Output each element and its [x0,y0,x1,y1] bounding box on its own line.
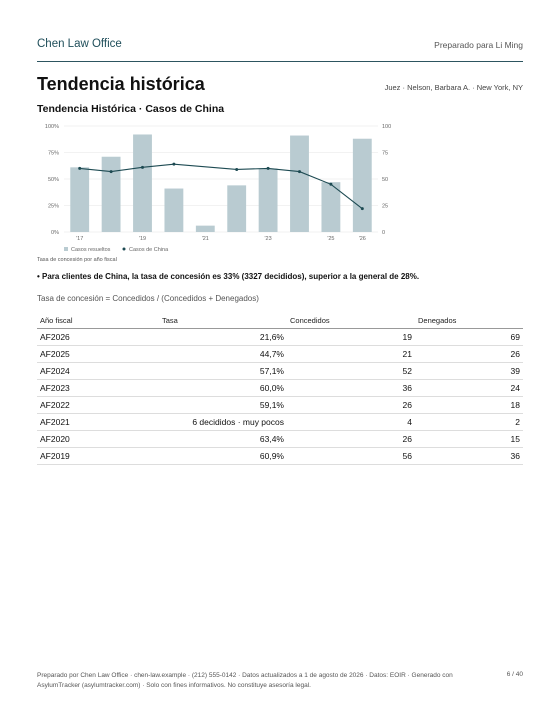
cell-rate: 21,6% [159,329,287,346]
y-right-tick-label: 100 [382,124,392,130]
brand-name: Chen Law Office [37,38,122,50]
table-row [37,397,523,414]
table-row [37,380,523,397]
cell-denied: 39 [415,363,523,380]
col-denied: Denegados [415,312,523,329]
bar [353,139,372,232]
line-point [235,168,238,171]
page-number: 6 / 40 [506,671,523,678]
y-right-tick-label: 50 [382,177,389,183]
cell-granted: 56 [287,448,415,465]
report-header [37,34,523,62]
x-tick-label: '17 [76,236,84,242]
chart-title: Tendencia Histórica · Casos de China [37,103,225,115]
footer-text: Preparado por Chen Law Office · chen-law.example · (212) 555-0142 · Datos actualizados a 1 de agosto de 2026 · Datos: EOIR · Generado con AsylumTracker (asylumtracker.com) · Solo con fines informativos. No constituye asesoría legal. [37,672,453,689]
chart-note: Tasa de concesión por año fiscal [37,257,117,263]
table-header-row [37,312,523,329]
line-point [78,167,81,170]
table-row [37,346,523,363]
y-left-tick-label: 50% [47,177,59,183]
bar [164,189,183,232]
y-right-tick-label: 25 [382,203,389,210]
bar [227,185,246,232]
line-point [141,166,144,169]
legend-label-resueltos: Casos resueltos [71,247,111,253]
line-point [172,163,175,166]
cell-fiscal-year: AF2026 [37,329,159,346]
cell-granted: 21 [287,346,415,363]
legend-swatch-bar [64,247,68,251]
cell-denied: 26 [415,346,523,363]
cell-fiscal-year: AF2019 [37,448,159,465]
line-point [298,170,301,173]
cell-denied: 2 [415,414,523,431]
trend-chart [28,118,408,258]
bar [196,226,215,232]
table-row [37,414,523,431]
y-left-tick-label: 0% [51,230,59,236]
col-granted: Concedidos [287,312,415,329]
table-row [37,448,523,465]
y-right-tick-label: 0 [382,230,386,236]
cell-granted: 26 [287,397,415,414]
table-row [37,329,523,346]
y-left-tick-label: 100% [44,124,59,130]
x-tick-label: '23 [264,236,272,242]
cell-rate: 59,1% [159,397,287,414]
cell-granted: 26 [287,431,415,448]
legend-swatch-line [123,248,126,251]
col-fiscal-year: Año fiscal [37,312,159,329]
bar [290,136,309,232]
yearly-table [37,312,523,465]
y-left-tick-label: 25% [47,203,59,210]
legend-label-china: Casos de China [129,247,169,253]
cell-denied: 24 [415,380,523,397]
page-title: Tendencia histórica [37,74,205,94]
series-line-casos-de-china [80,164,363,209]
cell-denied: 36 [415,448,523,465]
cell-rate: 57,1% [159,363,287,380]
table-row [37,363,523,380]
line-point [329,183,332,186]
cell-granted: 52 [287,363,415,380]
x-tick-label: '19 [138,236,147,242]
cell-fiscal-year: AF2024 [37,363,159,380]
bar [70,167,89,232]
table-row [37,431,523,448]
cell-rate: 6 decididos · muy pocos [159,414,287,431]
cell-rate: 44,7% [159,346,287,363]
cell-granted: 19 [287,329,415,346]
x-tick-label: '26 [358,236,366,242]
cell-rate: 60,0% [159,380,287,397]
formula-text: Tasa de concesión = Concedidos / (Concedidos + Denegados) [37,294,259,303]
line-point [361,207,364,210]
x-tick-label: '25 [327,236,335,242]
cell-rate: 60,9% [159,448,287,465]
highlight-text: • Para clientes de China, la tasa de concesión es 33% (3327 decididos), superior a la general de 28%. [37,272,420,281]
col-rate: Tasa [159,312,287,329]
bar [102,157,121,232]
cell-fiscal-year: AF2022 [37,397,159,414]
y-right-tick-label: 75 [382,150,389,157]
cell-denied: 15 [415,431,523,448]
line-point [110,170,113,173]
bar [259,168,278,232]
cell-granted: 4 [287,414,415,431]
cell-denied: 18 [415,397,523,414]
cell-fiscal-year: AF2023 [37,380,159,397]
cell-rate: 63,4% [159,431,287,448]
x-tick-label: '21 [201,236,209,242]
cell-fiscal-year: AF2025 [37,346,159,363]
cell-granted: 36 [287,380,415,397]
cell-fiscal-year: AF2021 [37,414,159,431]
y-left-tick-label: 75% [47,150,59,157]
cell-fiscal-year: AF2020 [37,431,159,448]
line-point [267,167,270,170]
prepared-for: Preparado para Li Ming [434,40,523,50]
judge-meta: Juez · Nelson, Barbara A. · New York, NY [384,83,523,92]
cell-denied: 69 [415,329,523,346]
bar [133,134,152,232]
